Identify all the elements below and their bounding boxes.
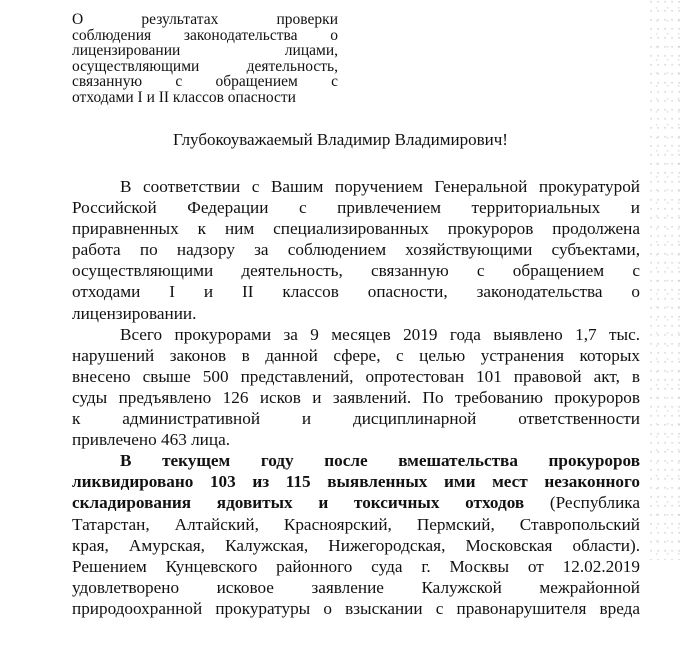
subject-line: отходами I и II классов опасности bbox=[72, 88, 296, 106]
text-line: работа по надзору за соблюдением хозяйствующими субъектами, bbox=[72, 240, 640, 260]
text-line: лицензировании. bbox=[72, 303, 197, 323]
text-line: приравненных к ним специализированных прокуроров продолжена bbox=[72, 219, 640, 239]
text-line: удовлетворено исковое заявление Калужской межрайонной bbox=[72, 577, 640, 597]
scan-edge-noise bbox=[649, 0, 681, 560]
letter-subject bbox=[72, 12, 338, 106]
text-line: суды предъявлено 126 исков и заявлений. По требованию прокуроров bbox=[72, 387, 640, 407]
text-line: Решением Кунцевского районного суда г. Москвы от 12.02.2019 bbox=[72, 556, 640, 576]
subject-line: осуществляющими деятельность, bbox=[72, 57, 338, 75]
paragraph bbox=[72, 324, 640, 451]
paragraph bbox=[72, 176, 640, 324]
subject-line: О результатах проверки bbox=[72, 11, 338, 28]
subject-line: лицензировании лицами, bbox=[72, 42, 338, 60]
text-fragment: (Республика bbox=[524, 493, 640, 513]
bold-fragment: складирования ядовитых и токсичных отходов bbox=[72, 493, 525, 513]
text-line-mixed bbox=[72, 492, 640, 513]
subject-line: соблюдения законодательства о bbox=[72, 26, 338, 44]
text-line: внесено свыше 500 представлений, опротестован 101 правовой акт, в bbox=[72, 366, 640, 386]
text-line: Татарстан, Алтайский, Красноярский, Пермский, Ставропольский bbox=[72, 514, 640, 534]
subject-line: связанную с обращением с bbox=[72, 73, 338, 91]
text-line: Российской Федерации с привлечением территориальных и bbox=[72, 198, 640, 218]
text-line: В соответствии с Вашим поручением Генеральной прокуратурой bbox=[120, 177, 640, 196]
text-line: нарушений законов в данной сфере, с целью устранения которых bbox=[72, 345, 640, 365]
text-line: природоохранной прокуратуры о взыскании с правонарушителя вреда bbox=[72, 598, 640, 618]
bold-text-line: ликвидировано 103 из 115 выявленных ими мест незаконного bbox=[72, 472, 640, 492]
salutation: Глубокоуважаемый Владимир Владимирович! bbox=[173, 130, 508, 149]
letter-body bbox=[72, 176, 640, 619]
text-line: привлечено 463 лица. bbox=[72, 430, 230, 450]
paragraph-highlighted bbox=[72, 450, 640, 619]
text-line: осуществляющими деятельность, связанную с обращением с bbox=[72, 261, 640, 281]
text-line: Всего прокурорами за 9 месяцев 2019 года выявлено 1,7 тыс. bbox=[120, 324, 640, 344]
text-line: к административной и дисциплинарной ответственности bbox=[72, 409, 640, 429]
text-line: отходами I и II классов опасности, законодательства о bbox=[72, 282, 640, 302]
text-line: края, Амурская, Калужская, Нижегородская, Московская области). bbox=[72, 535, 640, 555]
bold-text-line: В текущем году после вмешательства прокуроров bbox=[120, 451, 640, 471]
